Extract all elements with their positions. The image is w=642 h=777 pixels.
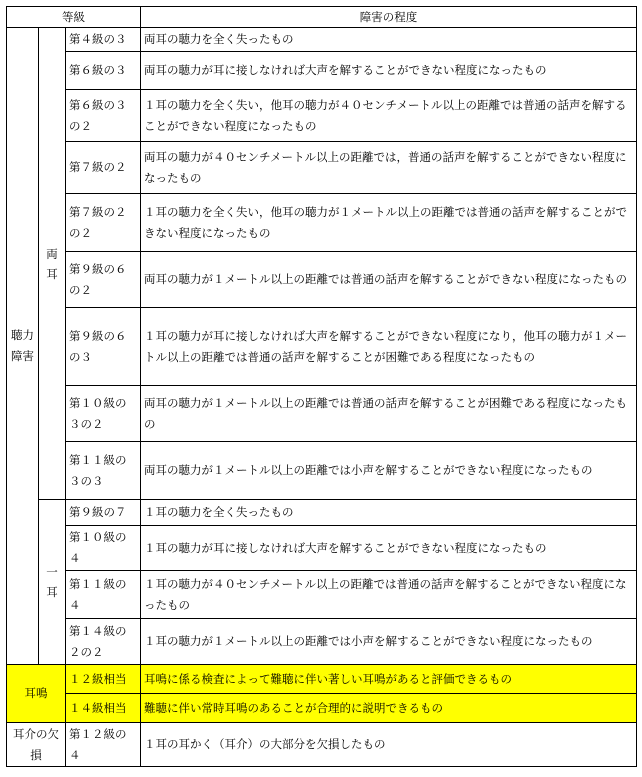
table-row: [7, 500, 637, 526]
grade-cell: 第１０級の３の２: [66, 386, 141, 442]
grade-cell: 第６級の３の２: [66, 90, 141, 142]
grade-cell: 第１１級の４: [66, 571, 141, 619]
description-cell: 耳鳴に係る検査によって難聴に伴い著しい耳鳴があると評価できるもの: [141, 665, 637, 694]
grade-cell: 第９級の６の２: [66, 252, 141, 308]
description-cell: １耳の聴力が４０センチメートル以上の距離では普通の話声を解することができない程度になったもの: [141, 571, 637, 619]
subcategory-both-ears: 両 耳: [39, 28, 66, 500]
description-cell: １耳の聴力を全く失い，他耳の聴力が４０センチメートル以上の距離では普通の話声を解することができない程度になったもの: [141, 90, 637, 142]
category-auricle-loss: 耳介の欠損: [7, 723, 66, 767]
table-row: [7, 442, 637, 500]
description-cell: 両耳の聴力が１メートル以上の距離では小声を解することができない程度になったもの: [141, 442, 637, 500]
description-cell: １耳の聴力を全く失い，他耳の聴力が１メートル以上の距離では普通の話声を解することができない程度になったもの: [141, 194, 637, 252]
grade-cell: １４級相当: [66, 694, 141, 723]
grade-cell: 第４級の３: [66, 28, 141, 52]
description-cell: 難聴に伴い常時耳鳴のあることが合理的に説明できるもの: [141, 694, 637, 723]
description-cell: １耳の耳かく（耳介）の大部分を欠損したもの: [141, 723, 637, 767]
category-tinnitus: 耳鳴: [7, 665, 66, 723]
category-hearing: 聴力 障害: [7, 28, 39, 665]
grade-cell: 第７級の２の２: [66, 194, 141, 252]
table-row: [7, 526, 637, 571]
table-row: [7, 694, 637, 723]
table-row: [7, 308, 637, 386]
table-header-row: [7, 7, 637, 28]
header-grade: 等級: [7, 7, 141, 28]
grade-cell: 第１４級の２の２: [66, 619, 141, 665]
grade-cell: １２級相当: [66, 665, 141, 694]
description-cell: 両耳の聴力が４０センチメートル以上の距離では，普通の話声を解することができない程度になったもの: [141, 142, 637, 194]
grade-cell: 第７級の２: [66, 142, 141, 194]
table-row: [7, 52, 637, 90]
table-row: [7, 665, 637, 694]
description-cell: 両耳の聴力が１メートル以上の距離では普通の話声を解することが困難である程度になったもの: [141, 386, 637, 442]
table-row: [7, 571, 637, 619]
grade-cell: 第１１級の３の３: [66, 442, 141, 500]
grade-cell: 第９級の６の３: [66, 308, 141, 386]
table-row: [7, 142, 637, 194]
description-cell: 両耳の聴力を全く失ったもの: [141, 28, 637, 52]
table-row: [7, 28, 637, 52]
header-degree: 障害の程度: [141, 7, 637, 28]
grade-cell: 第９級の７: [66, 500, 141, 526]
description-cell: １耳の聴力が耳に接しなければ大声を解することができない程度になったもの: [141, 526, 637, 571]
description-cell: １耳の聴力が耳に接しなければ大声を解することができない程度になり，他耳の聴力が１メートル以上の距離では普通の話声を解することが困難である程度になったもの: [141, 308, 637, 386]
table-row: [7, 90, 637, 142]
table-row: [7, 252, 637, 308]
grade-cell: 第６級の３: [66, 52, 141, 90]
description-cell: １耳の聴力が１メートル以上の距離では小声を解することができない程度になったもの: [141, 619, 637, 665]
grade-cell: 第１０級の４: [66, 526, 141, 571]
description-cell: 両耳の聴力が耳に接しなければ大声を解することができない程度になったもの: [141, 52, 637, 90]
subcategory-one-ear: 一 耳: [39, 500, 66, 665]
description-cell: １耳の聴力を全く失ったもの: [141, 500, 637, 526]
table-row: [7, 194, 637, 252]
description-cell: 両耳の聴力が１メートル以上の距離では普通の話声を解することができない程度になったもの: [141, 252, 637, 308]
table-row: [7, 723, 637, 767]
grade-cell: 第１２級の４: [66, 723, 141, 767]
table-row: [7, 386, 637, 442]
table-row: [7, 619, 637, 665]
disability-grade-table: [6, 6, 637, 767]
